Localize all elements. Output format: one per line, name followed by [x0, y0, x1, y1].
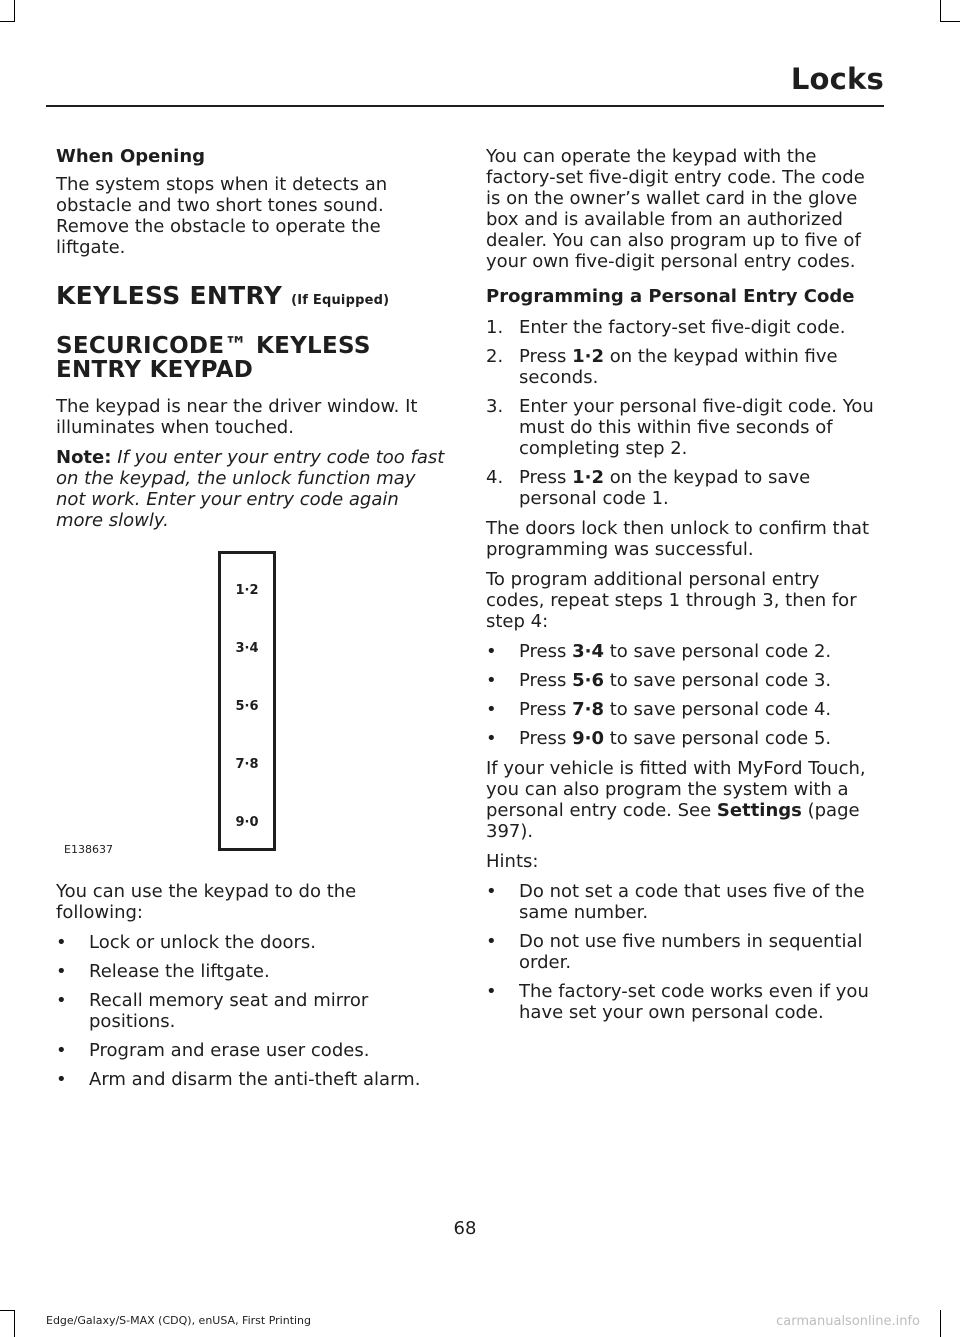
settings-link[interactable]: Settings [716, 800, 802, 821]
uses-intro: You can use the keypad to do the following: [56, 881, 357, 923]
keypad-key: 3·4 [235, 641, 259, 656]
keyless-entry-heading [56, 282, 448, 314]
hints-label: Hints: [486, 851, 539, 872]
note-paragraph [56, 447, 448, 531]
keypad-intro: The keypad is near the driver window. It illuminates when touched. [56, 396, 418, 438]
list-item: 3. Enter your personal five-digit code. You must do this within five seconds of completing step 2. [486, 396, 874, 459]
list-item: • Do not use five numbers in sequential order. [486, 931, 863, 973]
if-equipped-label: (If Equipped) [291, 293, 390, 308]
additional-intro: To program additional personal entry codes, repeat steps 1 through 3, then for step 4: [486, 569, 857, 632]
crop-mark [940, 21, 960, 22]
keypad-illustration [218, 551, 276, 851]
note-text: If you enter your entry code too fast on the keypad, the unlock function may not work. Enter your entry code again more slowly. [56, 447, 445, 531]
note-label: Note: [56, 447, 112, 468]
list-item: • Release the liftgate. [56, 961, 270, 982]
list-item: 4. Press 1·2 on the keypad to save personal code 1. [486, 467, 811, 509]
when-opening-heading: When Opening [56, 146, 206, 167]
watermark: carmanualsonline.info [776, 1314, 920, 1329]
crop-mark [14, 0, 15, 22]
right-column [486, 146, 882, 1032]
list-item: • Do not set a code that uses five of the same number. [486, 881, 865, 923]
keypad-key: 1·2 [235, 583, 259, 598]
header-divider [46, 105, 884, 107]
crop-mark [940, 1310, 941, 1337]
myford-paragraph: If your vehicle is fitted with MyFord Touch, you can also program the system with a personal entry code. See Settings (page 397). [486, 758, 866, 842]
left-column [56, 146, 448, 1099]
crop-mark [14, 1310, 15, 1337]
list-item: • Press 5·6 to save personal code 3. [486, 670, 832, 691]
when-opening-text: The system stops when it detects an obstacle and two short tones sound. Remove the obstacle to operate the liftgate. [56, 174, 388, 258]
edition-footer: Edge/Galaxy/S-MAX (CDQ), enUSA, First Printing [46, 1314, 312, 1327]
page-number: 68 [453, 1218, 477, 1239]
keyless-entry-title: KEYLESS ENTRY [56, 281, 283, 310]
keypad-operation-intro: You can operate the keypad with the factory-set five-digit entry code. The code is on the owner’s wallet card in the glove box and is available from an authorized dealer. You can also program up to five of your own five-digit personal entry codes. [486, 146, 865, 272]
uses-list [56, 932, 448, 1090]
list-item: • Arm and disarm the anti-theft alarm. [56, 1069, 421, 1090]
crop-mark [0, 21, 15, 22]
list-item: • Press 9·0 to save personal code 5. [486, 728, 832, 749]
hints-list [486, 881, 882, 1023]
list-item: • Program and erase user codes. [56, 1040, 370, 1061]
crop-mark [0, 1310, 15, 1311]
keypad-key: 5·6 [235, 699, 259, 714]
programming-heading: Programming a Personal Entry Code [486, 286, 855, 307]
confirm-text: The doors lock then unlock to confirm that programming was successful. [486, 518, 870, 560]
additional-codes-list [486, 641, 882, 749]
securicode-heading: SECURICODE™ KEYLESS ENTRY KEYPAD [56, 333, 371, 383]
page-title: Locks [790, 62, 884, 96]
list-item: 1. Enter the factory-set five-digit code. [486, 317, 846, 338]
keypad-figure [56, 545, 448, 871]
list-item: • Press 7·8 to save personal code 4. [486, 699, 832, 720]
keypad-key: 9·0 [235, 815, 259, 830]
list-item: • Recall memory seat and mirror positions. [56, 990, 369, 1032]
crop-mark [940, 0, 941, 22]
list-item: • Press 3·4 to save personal code 2. [486, 641, 832, 662]
list-item: • Lock or unlock the doors. [56, 932, 316, 953]
list-item: 2. Press 1·2 on the keypad within five seconds. [486, 346, 838, 388]
list-item: • The factory-set code works even if you have set your own personal code. [486, 981, 869, 1023]
keypad-key: 7·8 [235, 757, 259, 772]
figure-id: E138637 [64, 843, 113, 856]
programming-steps [486, 317, 882, 509]
